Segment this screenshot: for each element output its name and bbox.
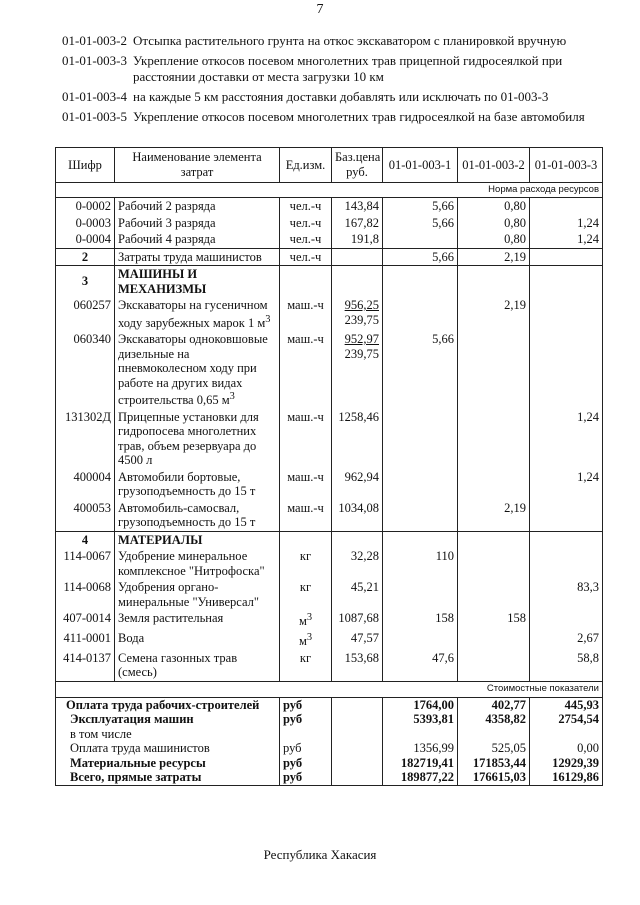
norm-note-row <box>56 183 603 198</box>
cell-v3 <box>530 297 603 331</box>
cell-v2 <box>458 409 530 469</box>
cell-unit: чел.-ч <box>280 215 332 232</box>
section-row <box>56 531 603 548</box>
cell-price: 1034,08 <box>332 500 383 532</box>
summary-unit: руб <box>280 756 332 771</box>
cell-v3 <box>530 331 603 409</box>
cell-v3: 2,67 <box>530 630 603 650</box>
table-row <box>56 579 603 610</box>
summary-v2: 4358,82 <box>458 712 530 727</box>
cell-v1: 5,66 <box>383 198 458 215</box>
cell-name: Удобрение минеральное комплексное "Нитрофоска" <box>115 548 280 579</box>
norm-note: Норма расхода ресурсов <box>56 183 603 198</box>
cell-code: 407-0014 <box>56 610 115 630</box>
summary-row <box>56 770 603 785</box>
cell-name: Автомобиль-самосвал, грузоподъемность до 15 т <box>115 500 280 532</box>
cell-code: 114-0067 <box>56 548 115 579</box>
cell-price: 962,94 <box>332 469 383 500</box>
cell-v2: 158 <box>458 610 530 630</box>
table-header-row <box>56 148 603 183</box>
summary-unit: руб <box>280 697 332 712</box>
work-code-line <box>62 53 622 85</box>
cell-code: 060257 <box>56 297 115 331</box>
table-row <box>56 630 603 650</box>
cell-unit: маш.-ч <box>280 500 332 532</box>
cell-v3 <box>530 198 603 215</box>
cell-v2: 2,19 <box>458 500 530 532</box>
summary-label: Всего, прямые затраты <box>56 770 280 785</box>
cell-v2 <box>458 469 530 500</box>
summary-v3: 445,93 <box>530 697 603 712</box>
work-code-line <box>62 89 622 105</box>
cell-code: 060340 <box>56 331 115 409</box>
table-row <box>56 297 603 331</box>
cell-v1 <box>383 469 458 500</box>
cell-unit: чел.-ч <box>280 248 332 266</box>
summary-label: Оплата труда рабочих-строителей <box>56 697 280 712</box>
cell-v2 <box>458 548 530 579</box>
summary-v1: 1764,00 <box>383 697 458 712</box>
work-description: Отсыпка растительного грунта на откос экскаватором с планировкой вручную <box>133 33 567 48</box>
cell-code: 414-0137 <box>56 650 115 682</box>
table-row <box>56 500 603 532</box>
cell-price: 47,57 <box>332 630 383 650</box>
cell-v1: 5,66 <box>383 331 458 409</box>
cell-unit: маш.-ч <box>280 409 332 469</box>
cell-price: 1258,46 <box>332 409 383 469</box>
cell-v1: 47,6 <box>383 650 458 682</box>
summary-v1: 189877,22 <box>383 770 458 785</box>
section-title: МАТЕРИАЛЫ <box>115 531 280 548</box>
cell-unit: кг <box>280 650 332 682</box>
cell-v2: 0,80 <box>458 231 530 248</box>
cell-price: 956,25 239,75 <box>332 297 383 331</box>
header-unit: Ед.изм. <box>280 148 332 183</box>
work-code-line <box>62 109 622 125</box>
table-row <box>56 650 603 682</box>
header-col-1: 01-01-003-1 <box>383 148 458 183</box>
work-codes-list <box>62 33 622 129</box>
summary-v1: 1356,99 <box>383 741 458 756</box>
cell-unit: маш.-ч <box>280 469 332 500</box>
cell-v1 <box>383 630 458 650</box>
summary-label: Материальные ресурсы <box>56 756 280 771</box>
summary-v2: 176615,03 <box>458 770 530 785</box>
table-row <box>56 215 603 232</box>
cell-unit: чел.-ч <box>280 231 332 248</box>
cell-v1 <box>383 231 458 248</box>
summary-row <box>56 727 603 742</box>
summary-v3: 2754,54 <box>530 712 603 727</box>
summary-unit: руб <box>280 770 332 785</box>
cell-v3: 58,8 <box>530 650 603 682</box>
header-col-2: 01-01-003-2 <box>458 148 530 183</box>
page-number: 7 <box>316 2 324 17</box>
cell-v3: 1,24 <box>530 231 603 248</box>
cell-v1 <box>383 500 458 532</box>
cell-name: Семена газонных трав (смесь) <box>115 650 280 682</box>
summary-label: в том числе <box>56 727 280 742</box>
summary-label: Эксплуатация машин <box>56 712 280 727</box>
cell-price: 153,68 <box>332 650 383 682</box>
cell-v1: 5,66 <box>383 215 458 232</box>
work-code: 01-01-003-2 <box>62 33 127 48</box>
cell-v2 <box>458 331 530 409</box>
work-description: на каждые 5 км расстояния доставки добавлять или исключать по 01-003-3 <box>133 89 549 104</box>
table-row <box>56 248 603 266</box>
cell-v1: 110 <box>383 548 458 579</box>
cell-name: Экскаваторы одноковшовые дизельные на пневмоколесном ходу при работе на других видах строительства 0,65 $м^3$ <box>115 331 280 409</box>
summary-unit: руб <box>280 741 332 756</box>
summary-v3: 0,00 <box>530 741 603 756</box>
cost-note-row <box>56 681 603 697</box>
cell-name: Рабочий 3 разряда <box>115 215 280 232</box>
summary-v2: 525,05 <box>458 741 530 756</box>
summary-v3: 16129,86 <box>530 770 603 785</box>
cell-name: Удобрения органо-минеральные "Универсал" <box>115 579 280 610</box>
summary-row <box>56 697 603 712</box>
summary-label: Оплата труда машинистов <box>56 741 280 756</box>
cell-code: 0-0003 <box>56 215 115 232</box>
cell-v1 <box>383 579 458 610</box>
cell-code: 411-0001 <box>56 630 115 650</box>
cell-code: 400004 <box>56 469 115 500</box>
cell-code: 0-0002 <box>56 198 115 215</box>
header-code: Шифр <box>56 148 115 183</box>
cell-price: 32,28 <box>332 548 383 579</box>
work-code: 01-01-003-3 <box>62 53 127 68</box>
table-row <box>56 198 603 215</box>
cell-v3 <box>530 248 603 266</box>
cell-v2 <box>458 630 530 650</box>
summary-row <box>56 756 603 771</box>
summary-v3: 12929,39 <box>530 756 603 771</box>
cell-code: 0-0004 <box>56 231 115 248</box>
summary-v1: 182719,41 <box>383 756 458 771</box>
cell-v3 <box>530 500 603 532</box>
cell-unit: кг <box>280 579 332 610</box>
cell-v1: 5,66 <box>383 248 458 266</box>
cell-unit: $м^3$ <box>280 610 332 630</box>
work-description: Укрепление откосов посевом многолетних трав гидросеялкой на базе автомобиля <box>133 109 585 124</box>
cell-price: 143,84 <box>332 198 383 215</box>
summary-row <box>56 712 603 727</box>
cell-v1 <box>383 297 458 331</box>
cell-name: Земля растительная <box>115 610 280 630</box>
cell-unit: чел.-ч <box>280 198 332 215</box>
cell-price: 191,8 <box>332 231 383 248</box>
section-number: 4 <box>56 531 115 548</box>
cell-v1 <box>383 409 458 469</box>
resource-table <box>55 147 603 786</box>
work-description: Укрепление откосов посевом многолетних трав прицепной гидросеялкой при расстоянии доставки от места загрузки 10 км <box>133 53 563 84</box>
cell-v2: 0,80 <box>458 198 530 215</box>
cell-code: 2 <box>56 248 115 266</box>
cell-v2: 2,19 <box>458 248 530 266</box>
table-row <box>56 331 603 409</box>
cell-v3: 1,24 <box>530 215 603 232</box>
section-number: 3 <box>56 266 115 298</box>
cell-name: Рабочий 2 разряда <box>115 198 280 215</box>
header-col-3: 01-01-003-3 <box>530 148 603 183</box>
cell-code: 131302Д <box>56 409 115 469</box>
summary-row <box>56 741 603 756</box>
cell-v3 <box>530 548 603 579</box>
summary-v2: 171853,44 <box>458 756 530 771</box>
cell-price: 1087,68 <box>332 610 383 630</box>
cell-unit: $м^3$ <box>280 630 332 650</box>
cell-v2: 2,19 <box>458 297 530 331</box>
cell-v3: 1,24 <box>530 469 603 500</box>
cell-v3: 83,3 <box>530 579 603 610</box>
summary-unit: руб <box>280 712 332 727</box>
cell-v2: 0,80 <box>458 215 530 232</box>
work-code: 01-01-003-5 <box>62 109 127 124</box>
cell-unit: маш.-ч <box>280 297 332 331</box>
table-row <box>56 610 603 630</box>
header-name: Наименование элемента затрат <box>115 148 280 183</box>
section-row <box>56 266 603 298</box>
cell-name: Рабочий 4 разряда <box>115 231 280 248</box>
cell-v1: 158 <box>383 610 458 630</box>
work-code: 01-01-003-4 <box>62 89 127 104</box>
cell-unit: маш.-ч <box>280 331 332 409</box>
region-footer: Республика Хакасия <box>263 847 377 862</box>
section-title: МАШИНЫ И МЕХАНИЗМЫ <box>115 266 280 298</box>
header-price: Баз.цена руб. <box>332 148 383 183</box>
table-row <box>56 469 603 500</box>
table-row <box>56 231 603 248</box>
cell-name: Экскаваторы на гусеничном ходу зарубежных марок 1 $м^3$ <box>115 297 280 331</box>
cell-unit: кг <box>280 548 332 579</box>
cell-code: 400053 <box>56 500 115 532</box>
summary-v2: 402,77 <box>458 697 530 712</box>
cell-price <box>332 248 383 266</box>
work-code-line <box>62 33 622 49</box>
cell-price: 952,97 239,75 <box>332 331 383 409</box>
cell-price: 45,21 <box>332 579 383 610</box>
cell-v3 <box>530 610 603 630</box>
cell-name: Прицепные установки для гидропосева многолетних трав, объем резервуара до 4500 л <box>115 409 280 469</box>
table-row <box>56 548 603 579</box>
cost-note: Стоимостные показатели <box>56 681 603 697</box>
cell-name: Вода <box>115 630 280 650</box>
table-row <box>56 409 603 469</box>
cell-v2 <box>458 650 530 682</box>
cell-name: Автомобили бортовые, грузоподъемность до 15 т <box>115 469 280 500</box>
cell-v3: 1,24 <box>530 409 603 469</box>
cell-v2 <box>458 579 530 610</box>
cell-code: 114-0068 <box>56 579 115 610</box>
cell-name: Затраты труда машинистов <box>115 248 280 266</box>
summary-v1: 5393,81 <box>383 712 458 727</box>
cell-price: 167,82 <box>332 215 383 232</box>
